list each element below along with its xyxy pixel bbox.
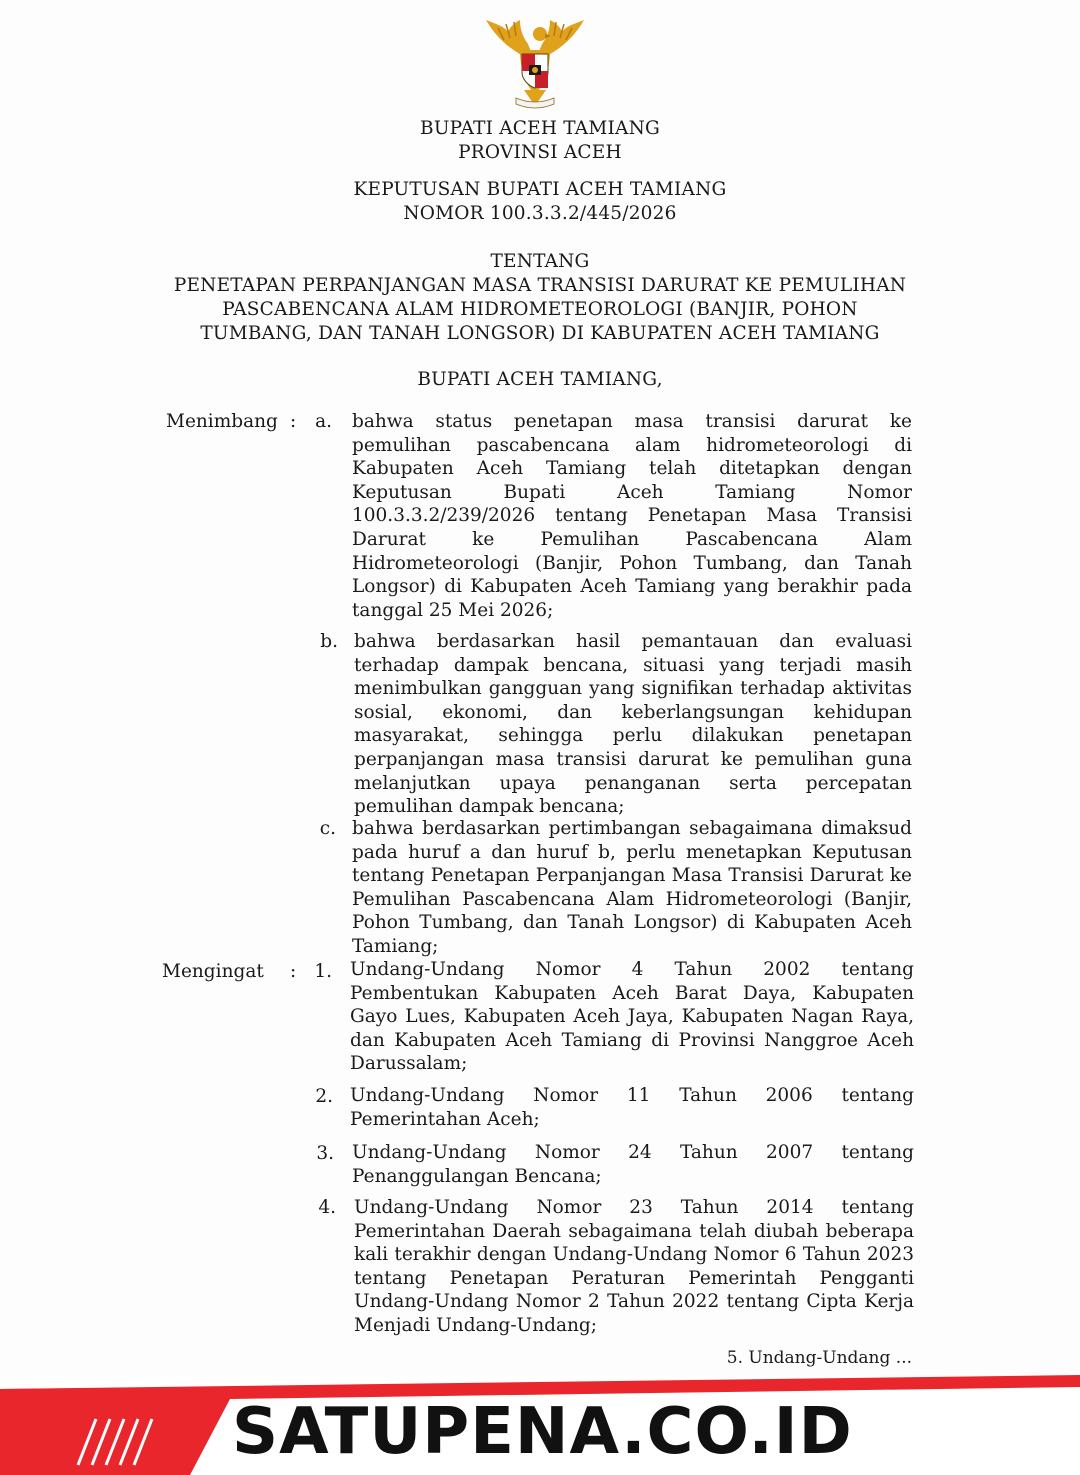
decree-number: NOMOR 100.3.3.2/445/2026 bbox=[403, 203, 677, 224]
decree-subject bbox=[0, 250, 1080, 346]
menimbang-item-c: bahwa berdasarkan pertimbangan sebagaimana dimaksud pada huruf a dan huruf b, perlu menetapkan Keputusan tentang Penetapan Perpanjangan Masa Transisi Darurat ke Pemulihan Pascabencana Alam Hidrometeorologi (Banjir, Pohon Tumbang, dan Tanah Longsor) di Kabupaten Aceh Tamiang; bbox=[352, 818, 912, 957]
mengingat-item-4: Undang-Undang Nomor 23 Tahun 2014 tentang Pemerintahan Daerah sebagaimana telah diubah beberapa kali terakhir dengan Undang-Undang Nomor 6 Tahun 2023 tentang Penetapan Peraturan Pemerintah Pengganti Undang-Undang Nomor 2 Tahun 2022 tentang Cipta Kerja Menjadi Undang-Undang; bbox=[354, 1197, 914, 1336]
mengingat-item-3: Undang-Undang Nomor 24 Tahun 2007 tentang Penanggulangan Bencana; bbox=[352, 1142, 914, 1187]
mengingat-item-1: Undang-Undang Nomor 4 Tahun 2002 tentang Pembentukan Kabupaten Aceh Barat Daya, Kabupaten Gayo Lues, Kabupaten Aceh Jaya, Kabupaten Nagan Raya, dan Kabupaten Aceh Tamiang di Provinsi Nanggroe Aceh Darussalam; bbox=[350, 959, 914, 1075]
mengingat-marker-4: 4. bbox=[318, 1197, 336, 1218]
menimbang-item-a: bahwa status penetapan masa transisi darurat ke pemulihan pascabencana alam hidrometeorologi di Kabupaten Aceh Tamiang telah ditetapkan dengan Keputusan Bupati Aceh Tamiang Nomor 100.3.3.2/239/2026 tentang Penetapan Masa Transisi Darurat ke Pemulihan Pascabencana Alam Hidrometeorologi (Banjir, Pohon Tumbang, dan Tanah Longsor) di Kabupaten Aceh Tamiang yang berakhir pada tanggal 25 Mei 2026; bbox=[352, 411, 912, 621]
menimbang-label: Menimbang bbox=[166, 411, 278, 432]
decree-header bbox=[0, 178, 1080, 226]
menimbang-marker-a: a. bbox=[315, 411, 332, 432]
issuer-line: BUPATI ACEH TAMIANG, bbox=[417, 369, 663, 390]
garuda-pancasila-emblem-icon bbox=[478, 14, 592, 110]
menimbang-item-b: bahwa berdasarkan hasil pemantauan dan evaluasi terhadap dampak bencana, situasi yang terjadi masih menimbulkan gangguan yang signifikan terhadap aktivitas sosial, ekonomi, dan keberlangsungan kehidupan masyarakat, sehingga perlu dilakukan penetapan perpanjangan masa transisi darurat ke pemulihan guna melanjutkan upaya penanganan serta percepatan pemulihan dampak bencana; bbox=[354, 631, 912, 818]
subject-line-2: PASCABENCANA ALAM HIDROMETEOROLOGI (BANJIR, POHON bbox=[222, 299, 858, 320]
mengingat-marker-3: 3. bbox=[316, 1143, 334, 1164]
mengingat-marker-2: 2. bbox=[315, 1086, 333, 1107]
mengingat-label: Mengingat bbox=[162, 961, 264, 982]
decree-title: KEPUTUSAN BUPATI ACEH TAMIANG bbox=[353, 179, 727, 200]
menimbang-marker-b: b. bbox=[320, 631, 338, 652]
regent-title: BUPATI ACEH TAMIANG bbox=[420, 118, 660, 139]
subject-line-1: PENETAPAN PERPANJANGAN MASA TRANSISI DARURAT KE PEMULIHAN bbox=[173, 275, 907, 296]
continuation-catchword: 5. Undang-Undang ... bbox=[726, 1348, 912, 1368]
mengingat-colon: : bbox=[290, 961, 297, 982]
mengingat-item-2: Undang-Undang Nomor 11 Tahun 2006 tentang Pemerintahan Aceh; bbox=[350, 1085, 914, 1130]
province-title: PROVINSI ACEH bbox=[458, 142, 622, 163]
subject-line-3: TUMBANG, DAN TANAH LONGSOR) DI KABUPATEN ACEH TAMIANG bbox=[200, 323, 880, 344]
mengingat-marker-1: 1. bbox=[314, 961, 332, 982]
watermark-text: SATUPENA.CO.ID bbox=[232, 1395, 853, 1469]
menimbang-colon: : bbox=[290, 411, 297, 432]
regent-header bbox=[0, 117, 1080, 165]
menimbang-marker-c: c. bbox=[319, 818, 336, 839]
about-label: TENTANG bbox=[490, 251, 590, 272]
